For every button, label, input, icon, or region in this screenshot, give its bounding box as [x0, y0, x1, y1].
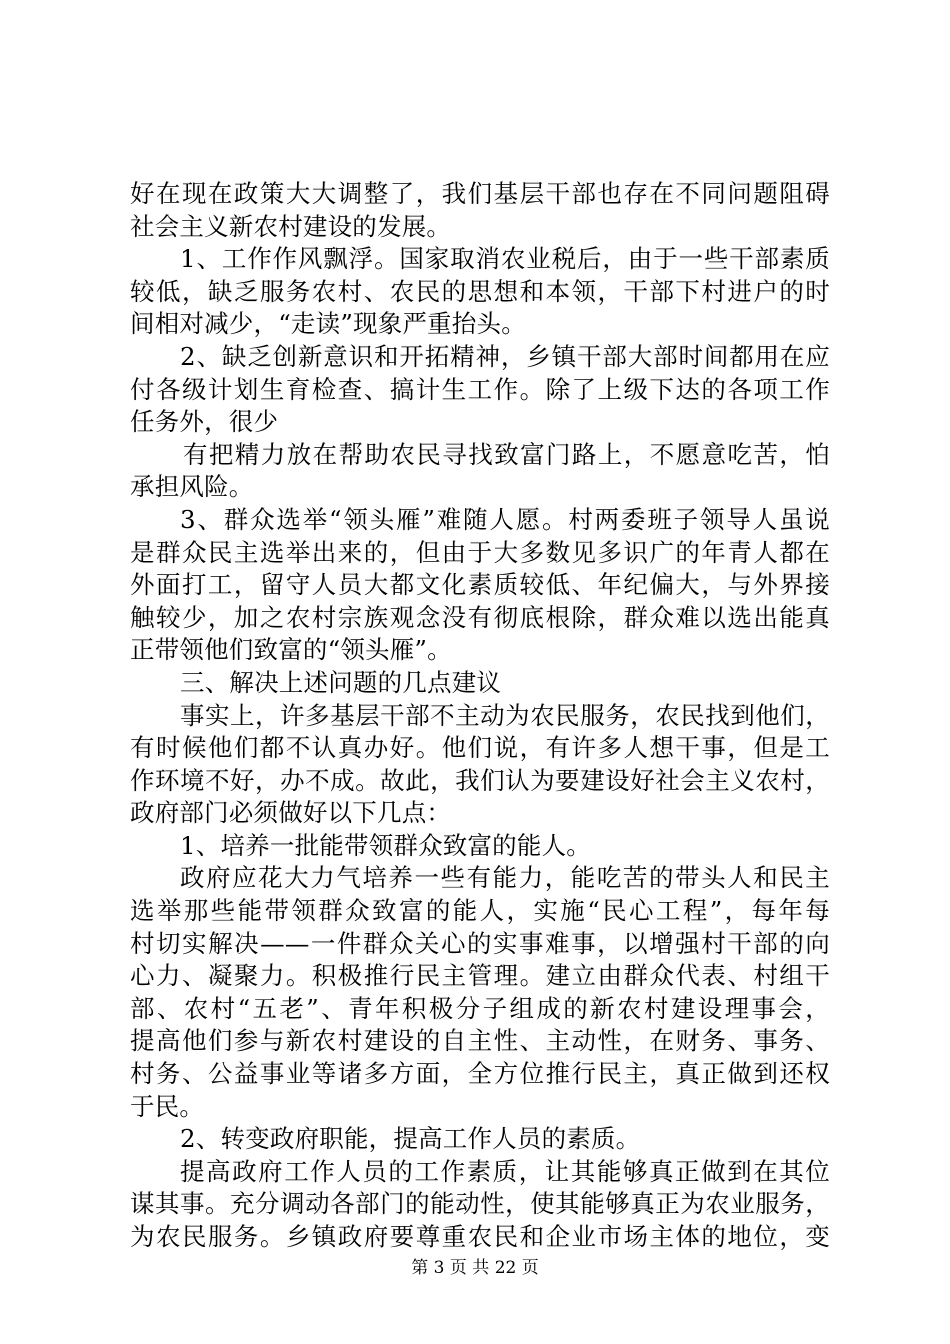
paragraph-line: 1、工作作风飘浮。国家取消农业税后，由于一些干部素质 — [180, 244, 830, 274]
paragraph-line: 社会主义新农村建设的发展。 — [130, 211, 452, 241]
subsection-heading: 2、转变政府职能，提高工作人员的素质。 — [180, 1124, 641, 1154]
paragraph-line: 作环境不好，办不成。故此，我们认为要建设好社会主义农村， — [130, 765, 830, 795]
paragraph-line: 部、农村“五老”、青年积极分子组成的新农村建设理事会， — [130, 993, 830, 1023]
paragraph-line: 提高政府工作人员的工作素质，让其能够真正做到在其位 — [180, 1156, 830, 1186]
paragraph-line: 选举那些能带领群众致富的能人，实施“民心工程”，每年每 — [130, 896, 830, 926]
paragraph-line: 较低，缺乏服务农村、农民的思想和本领，干部下村进户的时 — [130, 276, 830, 306]
paragraph-line: 承担风险。 — [130, 472, 254, 502]
paragraph-line: 村务、公益事业等诸多方面，全方位推行民主，真正做到还权 — [130, 1059, 830, 1089]
page-number-footer: 第 3 页 共 22 页 — [411, 1258, 539, 1278]
paragraph-line: 正带领他们致富的“领头雁”。 — [130, 635, 452, 665]
paragraph-line: 有时候他们都不认真办好。他们说，有许多人想干事，但是工 — [130, 733, 830, 763]
paragraph-line: 任务外，很少 — [130, 407, 279, 437]
paragraph-line: 于民。 — [130, 1091, 205, 1121]
paragraph-line: 外面打工，留守人员大都文化素质较低、年纪偏大，与外界接 — [130, 570, 830, 600]
paragraph-line: 有把精力放在帮助农民寻找致富门路上，不愿意吃苦，怕 — [183, 439, 830, 469]
paragraph-line: 触较少，加之农村宗族观念没有彻底根除，群众难以选出能真 — [130, 602, 830, 632]
paragraph-line: 政府部门必须做好以下几点： — [130, 798, 452, 828]
paragraph-line: 村切实解决——一件群众关心的实事难事，以增强村干部的向 — [130, 928, 830, 958]
paragraph-line: 政府应花大力气培养一些有能力，能吃苦的带头人和民主 — [180, 863, 830, 893]
paragraph-line: 心力、凝聚力。积极推行民主管理。建立由群众代表、村组干 — [130, 961, 830, 991]
section-heading: 三、解决上述问题的几点建议 — [180, 667, 502, 697]
paragraph-line: 谋其事。充分调动各部门的能动性，使其能够真正为农业服务， — [130, 1189, 830, 1219]
paragraph-line: 间相对减少，“走读”现象严重抬头。 — [130, 309, 526, 339]
paragraph-line: 提高他们参与新农村建设的自主性、主动性，在财务、事务、 — [130, 1026, 830, 1056]
subsection-heading: 1、培养一批能带领群众致富的能人。 — [180, 830, 591, 860]
paragraph-line: 好在现在政策大大调整了，我们基层干部也存在不同问题阻碍 — [130, 179, 830, 208]
paragraph-line: 3、群众选举“领头雁”难随人愿。村两委班子领导人虽说 — [180, 504, 830, 534]
paragraph-line: 事实上，许多基层干部不主动为农民服务，农民找到他们， — [180, 700, 830, 730]
paragraph-line: 是群众民主选举出来的，但由于大多数见多识广的年青人都在 — [130, 537, 830, 567]
paragraph-line: 为农民服务。乡镇政府要尊重农民和企业市场主体的地位，变 — [130, 1222, 830, 1251]
paragraph-line: 2、缺乏创新意识和开拓精神，乡镇干部大部时间都用在应 — [180, 341, 830, 371]
paragraph-line: 付各级计划生育检查、搞计生工作。除了上级下达的各项工作 — [130, 374, 830, 404]
document-body — [130, 178, 830, 1254]
